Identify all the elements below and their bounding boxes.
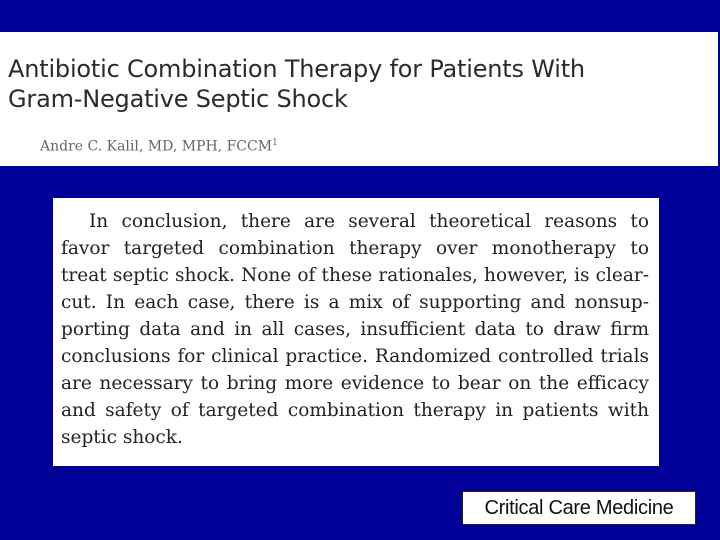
- excerpt-panel: [53, 198, 659, 466]
- conclusion-excerpt: In conclusion, there are several theoretical reasons to favor targeted combination therapy over monotherapy to treat septic shock. None of these rationales, however, is clear-cut. In each case, there is a mix of supporting and nonsupporting data and in all cases, insufficient data to draw firm conclusions for clinical practice. Randomized controlled trials are necessary to bring more evidence to bear on the efficacy and safety of targeted combination therapy in patients with septic shock.: [61, 211, 649, 448]
- article-title-line-2: Gram-Negative Septic Shock: [8, 85, 348, 113]
- article-title: [8, 54, 585, 114]
- article-title-line-1: Antibiotic Combination Therapy for Patients With: [8, 55, 585, 83]
- journal-label-box: [462, 491, 696, 525]
- author-affiliation-mark: 1: [272, 138, 278, 148]
- journal-name: Critical Care Medicine: [484, 496, 674, 519]
- author-name: Andre C. Kalil, MD, MPH, FCCM: [40, 138, 273, 155]
- article-author: [40, 138, 278, 155]
- article-header: [0, 32, 718, 166]
